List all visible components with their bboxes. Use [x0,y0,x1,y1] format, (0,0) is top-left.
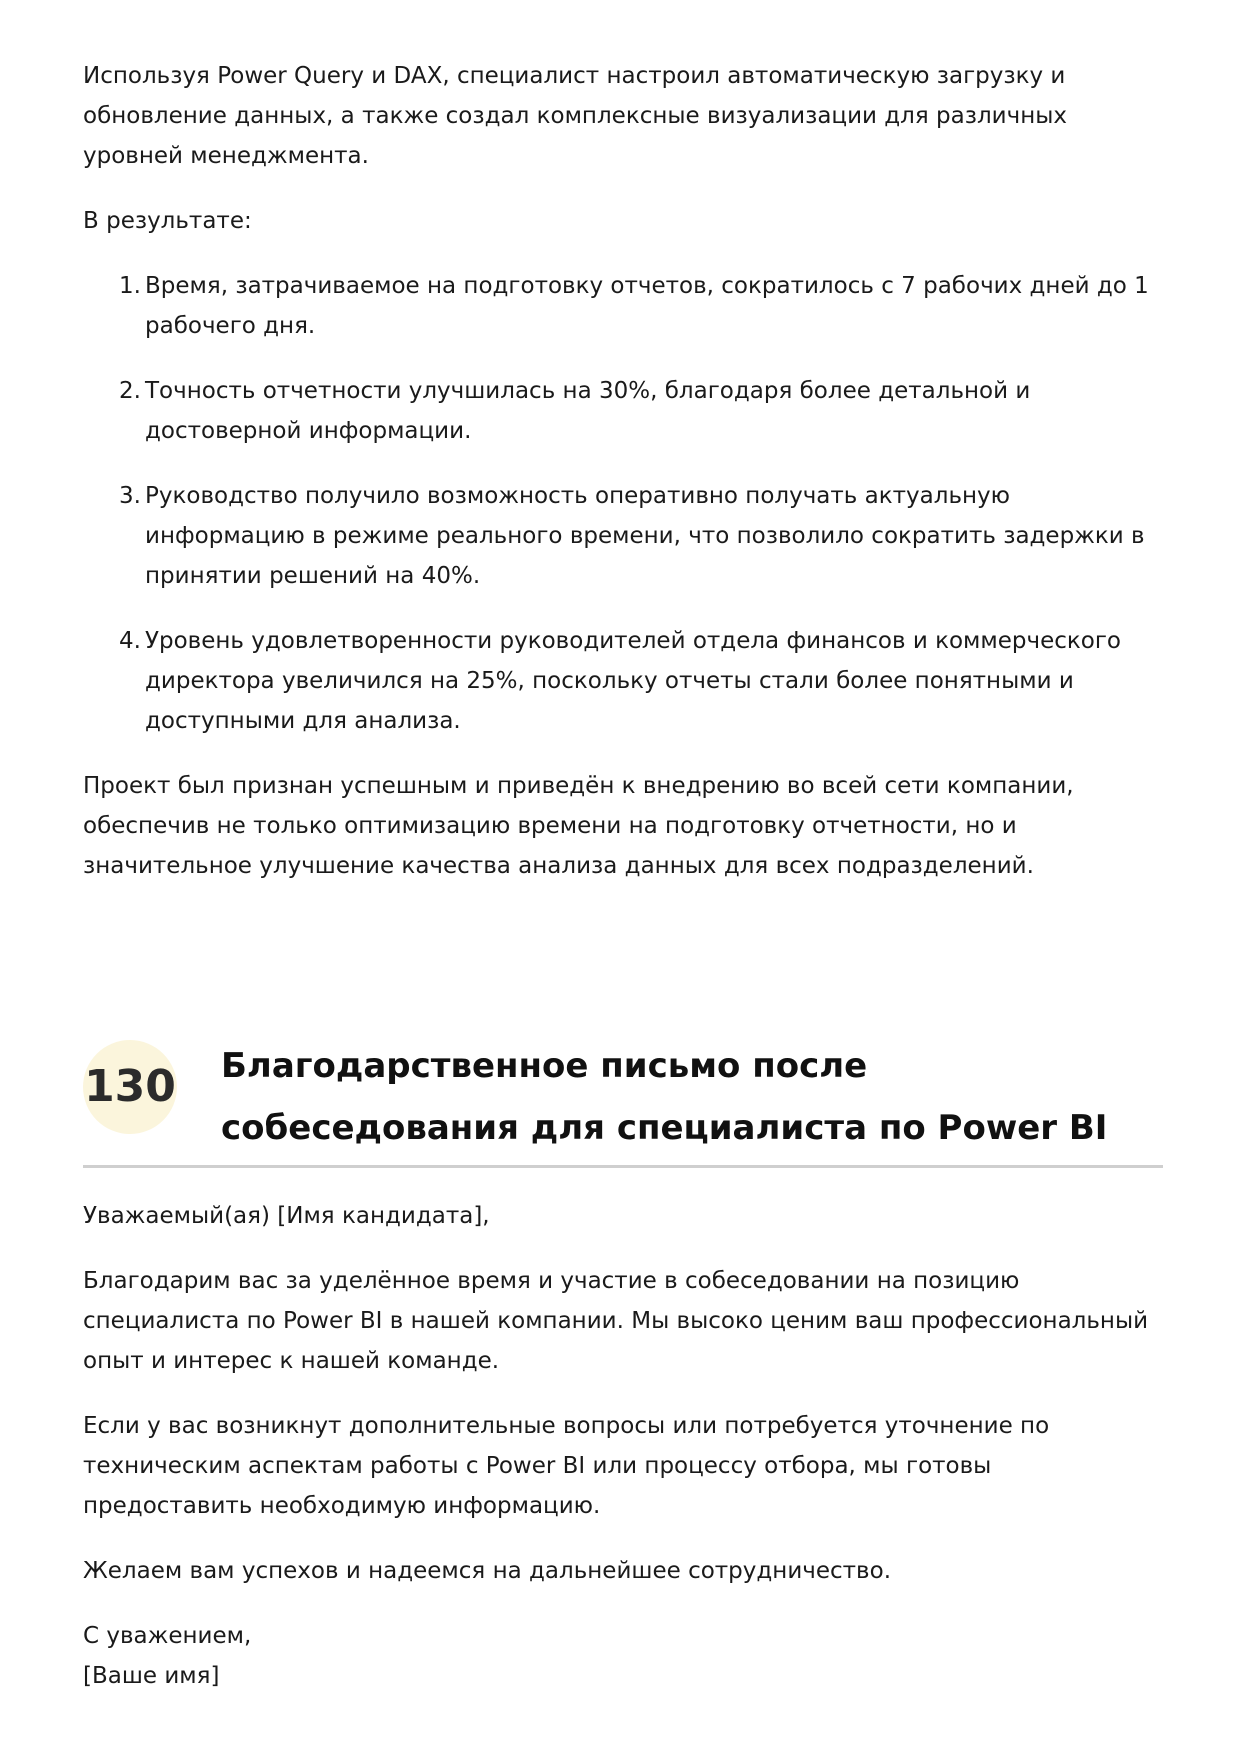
list-item-number: 3. [119,483,141,509]
list-item [83,476,1163,596]
list-item [83,621,1163,741]
intro-paragraph: Используя Power Query и DAX, специалист настроил автоматическую загрузку и обновление данных, а также создал комплексные визуализации для различных уровней менеджмента. [83,63,1068,169]
list-item-number: 1. [119,273,141,299]
list-item-text: Руководство получило возможность оперативно получать актуальную информацию в режиме реального времени, что позволило сократить задержки в принятии решений на 40%. [145,483,1145,589]
section-header [83,1015,1163,1168]
letter-body-2: Если у вас возникнут дополнительные вопросы или потребуется уточнение по техническим аспектам работы с Power BI или процессу отбора, мы готовы предоставить необходимую информацию. [83,1413,1050,1519]
conclusion-paragraph: Проект был признан успешным и приведён к внедрению во всей сети компании, обеспечив не только оптимизацию времени на подготовку отчетности, но и значительное улучшение качества анализа данных для всех подразделений. [83,773,1074,879]
letter-body-1: Благодарим вас за уделённое время и участие в собеседовании на позицию специалиста по Power BI в нашей компании. Мы высоко ценим ваш профессиональный опыт и интерес к нашей команде. [83,1268,1149,1374]
letter-wish: Желаем вам успехов и надеемся на дальнейшее сотрудничество. [83,1558,891,1584]
list-item-number: 2. [119,378,141,404]
section-number-badge: 130 [83,1040,177,1134]
letter-closing: С уважением, [83,1623,252,1649]
list-item-text: Время, затрачиваемое на подготовку отчетов, сократилось с 7 рабочих дней до 1 рабочего дня. [145,273,1149,339]
list-item [83,266,1163,346]
letter-greeting: Уважаемый(ая) [Имя кандидата], [83,1203,490,1229]
list-item-number: 4. [119,628,141,654]
list-item-text: Точность отчетности улучшилась на 30%, благодаря более детальной и достоверной информации. [145,378,1031,444]
results-lead: В результате: [83,208,252,234]
list-item-text: Уровень удовлетворенности руководителей отдела финансов и коммерческого директора увеличился на 25%, поскольку отчеты стали более понятными и доступными для анализа. [145,628,1121,734]
letter-signature: [Ваше имя] [83,1663,220,1689]
thank-you-letter [83,1196,1163,1696]
results-list [83,266,1163,741]
section-title: Благодарственное письмо после собеседования для специалиста по Power BI [221,1046,1108,1148]
case-study-section [83,56,1163,911]
list-item [83,371,1163,451]
